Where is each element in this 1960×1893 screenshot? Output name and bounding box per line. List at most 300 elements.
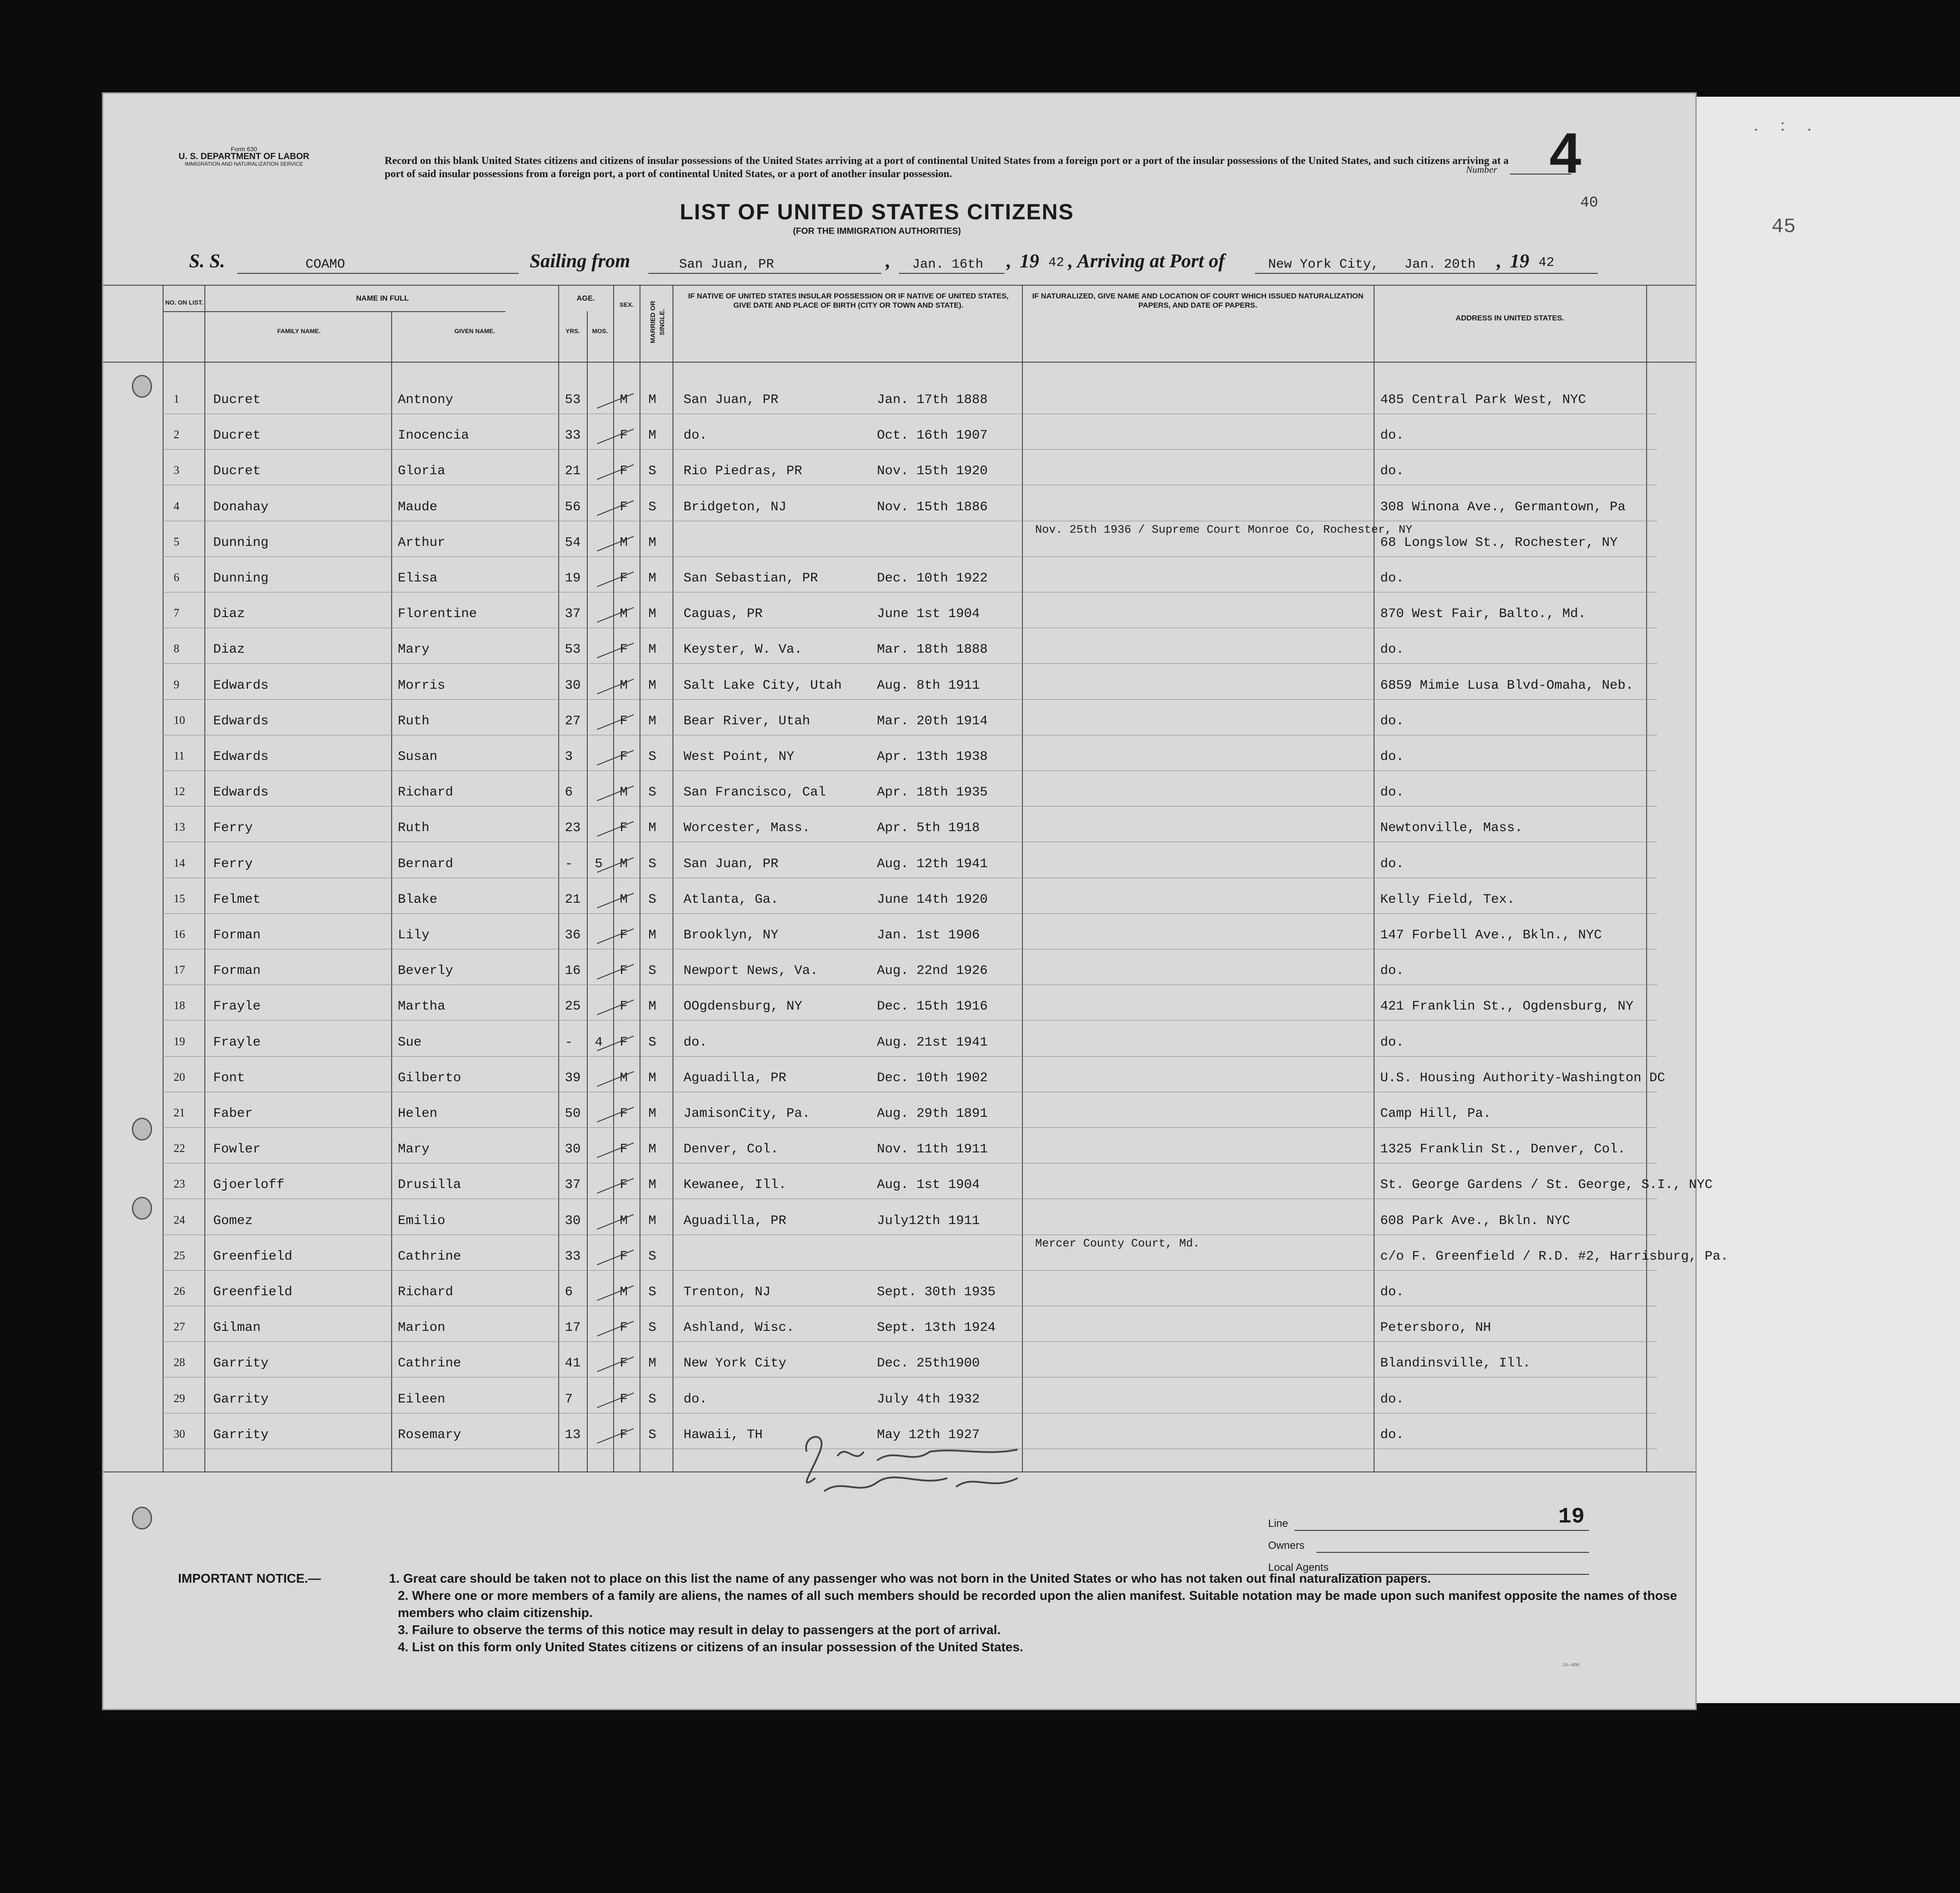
marital-status: S <box>648 464 657 479</box>
given-name: Martha <box>398 999 446 1014</box>
row-number: 15 <box>174 892 185 905</box>
tick-mark <box>597 679 634 694</box>
birth-date: Apr. 18th 1935 <box>877 785 988 800</box>
tick-mark <box>597 536 634 552</box>
tick-mark <box>597 500 634 516</box>
family-name: Dunning <box>213 535 269 550</box>
marital-status: M <box>648 1177 657 1193</box>
sex: F <box>620 1392 628 1407</box>
row-number: 7 <box>174 607 179 620</box>
sex: M <box>620 535 628 550</box>
birth-place: Worcester, Mass. <box>684 821 811 836</box>
sex: F <box>620 1320 628 1336</box>
tick-mark <box>597 1142 634 1158</box>
age-years: 30 <box>565 1213 581 1228</box>
family-name: Faber <box>213 1106 253 1121</box>
given-name: Antnony <box>398 392 454 407</box>
naturalization-info: Mercer County Court, Md. <box>1035 1236 1200 1250</box>
address: do. <box>1380 1392 1404 1407</box>
row-number: 9 <box>174 678 179 691</box>
notice-lead: IMPORTANT NOTICE.— <box>178 1572 321 1586</box>
age-months: 4 <box>595 1035 603 1050</box>
header-mos: MOS. <box>592 327 608 334</box>
given-name: Maude <box>398 499 438 515</box>
age-years: 53 <box>565 392 581 407</box>
header-yrs: YRS. <box>565 327 580 334</box>
sheet-number: 4 <box>1549 121 1582 185</box>
family-name: Frayle <box>213 1035 261 1050</box>
family-name: Edwards <box>213 785 269 800</box>
tick-mark <box>597 1428 634 1444</box>
family-name: Ducret <box>213 464 261 479</box>
birth-date: Oct. 16th 1907 <box>877 428 988 443</box>
marital-status: S <box>648 1249 657 1264</box>
family-name: Edwards <box>213 713 269 729</box>
given-name: Richard <box>398 785 454 800</box>
address: do. <box>1380 749 1404 764</box>
sex: F <box>620 1035 628 1050</box>
marital-status: S <box>648 1035 657 1050</box>
family-name: Frayle <box>213 999 261 1014</box>
row-number: 12 <box>174 785 185 798</box>
notice-2: 2. Where one or more members of a family are aliens, the names of all such members should be recorded upon the alien manifest. Suitable notation may be made upon such manifest opposite the names of those members who claim citizenship. <box>398 1589 1677 1620</box>
sex: F <box>620 1177 628 1193</box>
marital-status: M <box>648 428 657 443</box>
given-name: Ruth <box>398 821 430 836</box>
year-prefix: 19 <box>1020 250 1039 272</box>
row-number: 13 <box>174 821 185 834</box>
print-code: 14—606 <box>1563 1663 1579 1668</box>
birth-place: San Juan, PR <box>684 392 779 407</box>
table-row <box>163 556 1657 557</box>
given-name: Emilio <box>398 1213 446 1228</box>
header-address: ADDRESS IN UNITED STATES. <box>1455 314 1564 322</box>
sex: F <box>620 1427 628 1442</box>
marital-status: S <box>648 963 657 979</box>
header-married: MARRIED OR SINGLE. <box>649 301 666 344</box>
birth-date: May 12th 1927 <box>877 1427 980 1442</box>
family-name: Gomez <box>213 1213 253 1228</box>
sex: M <box>620 1070 628 1086</box>
marital-status: M <box>648 678 657 693</box>
address: Blandinsville, Ill. <box>1380 1356 1531 1371</box>
birth-place: Keyster, W. Va. <box>684 642 803 658</box>
marital-status: M <box>648 821 657 836</box>
birth-date: June 1st 1904 <box>877 607 980 622</box>
row-number: 14 <box>174 856 185 869</box>
manifest-page: Form 630 U. S. DEPARTMENT OF LABOR IMMIGRATION AND NATURALIZATION SERVICE Record on this blank United States citizens and citizens of insular possessions of the United States arriving at a port of continental United States from a foreign port or a port of the insular possessions of the United States, and such citizens arriving at a port of said insular possessions from a foreign port, a port of continental United States, or a port of another insular possession. Number 4 40 LIST OF UNITED STATES CITIZENS (FOR THE IMMIGRATION AUTHORITIES) S. S. COAMO Sailing from San Juan, PR , Jan. 16th , 19 42 , Arriving at Port of New York City, Jan. 20th , 19 42 NO. ON LIST. NAME IN FULL FAMILY NAME. GIVEN NAME. AGE. YRS. MOS. SEX. MARRIED OR SINGLE. IF NATIVE OF UNITED STATES INSULAR POSSESSION OR IF NATIVE OF UNITED STATES, GIVE DATE AND PLACE OF BIRTH (CITY OR TOWN AND STATE). IF NATURALIZED, GIVE NAME AND LOCATION OF COURT WHICH ISSUED NATURALIZATION PAPERS, AND DATE OF PAPERS. ADDRESS IN UNITED STATES. 1 Ducret Antnony 53 M M San Juan, PR Jan. 17th 1888 485 Central Park West, NYC 2 Ducret Inocencia 33 F M do. Oct. 16th 1907 do. 3 Ducret Gloria 21 F S Rio Piedras, PR Nov. 15th 1920 do. 4 Donahay Maude 56 F S Bridgeton, NJ Nov. 15th 1886 308 Winona Ave., Germantown, Pa 5 Dunning Arthur 54 M M 68 Longslow St., Rochester, NY Nov. 25th 1936 / Supreme Court Monroe Co, Rochester, NY 6 Dunning Elisa 19 F M San Sebastian, PR Dec. 10th 1922 do. 7 Diaz Florentine 37 M M Caguas, PR June 1st 1904 870 West Fair, Balto., Md. 8 Diaz Mary 53 F M Keyster, W. Va. Mar. 18th 1888 do. 9 Edwards Morris 30 M M Salt Lake City, Utah Aug. 8th 1911 6859 Mimie Lusa Blvd-Omaha, Neb. 10 Edwards Ruth 27 F M Bear River, Utah Mar. 20th 1914 do. 11 Edwards Susan 3 F S West Point, NY Apr. 13th 1938 do. 12 Edwards Richard 6 M S San Francisco, Cal Apr. 18th 1935 do. 13 Ferry Ruth 23 F M Worcester, Mass. Apr. 5th 1918 Newtonville, Mass. 14 Ferry Bernard - 5 M S San Juan, PR Aug. 12th 1941 do. 15 Felmet Blake 21 M S Atlanta, Ga. June 14th 1920 Kelly Field, Tex. 16 Forman Lily 36 F M Brooklyn, NY Jan. 1st 1906 147 Forbell Ave., Bkln., NYC 17 Forman Beverly 16 F S Newport News, Va. Aug. 22nd 1926 do. 18 Frayle Martha 25 F M OOgdensburg, NY Dec. 15th 1916 421 Franklin St., Ogdensburg, NY 19 Frayle Sue - 4 F S do. Aug. 21st 1941 do. 20 Font Gilberto 39 M M Aguadilla, PR Dec. 10th 1902 U.S. Housing Authority-Washington DC 21 Faber Helen 50 F M JamisonCity, Pa. Aug. 29th 1891 Camp Hill, Pa. 22 Fowler Mary 30 F M Denver, Col. Nov. 11th 1911 1325 Franklin St., Denver, Col. 23 Gjoerloff Drusilla 37 F M Kewanee, Ill. Aug. 1st 1904 St. George Gardens / St. George, S.I., NYC 24 Gomez Emilio 30 M M Aguadilla, PR July12th 1911 608 Park Ave., Bkln. NYC 25 Greenfield Cathrine 33 F S c/o F. Greenfield / R.D. #2, Harrisburg, Pa. Mercer County Court, Md. 26 Greenfield Richard 6 M S Trenton, NJ Sept. 30th 1935 do. 27 Gilman Marion 17 F S Ashland, Wisc. Sept. 13th 1924 Petersboro, NH 28 Garrity Cathrine 41 F M New York City Dec. 25th1900 Blandinsville, Ill. 29 Garrity Eileen 7 F S do. July 4th 1932 do. 30 Garrity Rosemary 13 F S Hawaii, TH May 12th 1927 do. 19 Line Owners Local Agents IMPORTANT NOTICE.— 1. Great care should be taken not to place on this list the name of any passenger who was not born in the United States or who has not taken out final naturalization papers. 2. Where one or more members of a family are aliens, the names of all such members should be recorded upon the alien manifest. Suitable notation may be made upon such manifest opposite the names of those members who claim citizenship. 3. Failure to observe the terms of this notice may result in delay to passengers at the port of arrival. 4. List on this form only United States citizens or citizens of an insular possession of the United States. 14—606 <box>102 92 1697 1710</box>
marital-status: S <box>648 785 657 800</box>
address: 870 West Fair, Balto., Md. <box>1380 607 1586 622</box>
birth-place: do. <box>684 1035 708 1050</box>
age-years: 30 <box>565 678 581 693</box>
age-years: - <box>565 856 573 872</box>
header-birth: IF NATIVE OF UNITED STATES INSULAR POSSESSION OR IF NATIVE OF UNITED STATES, GIVE DATE AND PLACE OF BIRTH (CITY OR TOWN AND STATE). <box>688 292 1009 309</box>
birth-date: June 14th 1920 <box>877 892 988 907</box>
marital-status: S <box>648 1320 657 1336</box>
age-years: 54 <box>565 535 581 550</box>
family-name: Ferry <box>213 821 253 836</box>
family-name: Diaz <box>213 607 245 622</box>
marital-status: M <box>648 1356 657 1371</box>
tick-mark <box>597 964 634 980</box>
family-name: Edwards <box>213 678 269 693</box>
age-years: 27 <box>565 713 581 729</box>
birth-date: Mar. 18th 1888 <box>877 642 988 658</box>
family-name: Dunning <box>213 571 269 586</box>
row-number: 29 <box>174 1392 185 1405</box>
row-number: 4 <box>174 499 179 512</box>
birth-place: New York City <box>684 1356 787 1371</box>
marital-status: S <box>648 749 657 764</box>
tick-mark <box>597 714 634 730</box>
age-years: 30 <box>565 1142 581 1157</box>
tick-mark <box>597 607 634 623</box>
address: 6859 Mimie Lusa Blvd-Omaha, Neb. <box>1380 678 1634 693</box>
age-years: 33 <box>565 428 581 443</box>
age-years: 13 <box>565 1427 581 1442</box>
given-name: Arthur <box>398 535 446 550</box>
row-number: 8 <box>174 642 179 655</box>
given-name: Lily <box>398 928 430 943</box>
tick-mark <box>597 1071 634 1087</box>
sex: F <box>620 428 628 443</box>
given-name: Mary <box>398 642 430 658</box>
sex: F <box>620 464 628 479</box>
from-underline <box>648 273 881 274</box>
birth-date: Jan. 17th 1888 <box>877 392 988 407</box>
family-name: Garrity <box>213 1356 269 1371</box>
table-row <box>163 663 1657 664</box>
row-number: 27 <box>174 1320 185 1333</box>
tick-mark <box>597 1000 634 1016</box>
sheet-subnumber: 40 <box>1580 195 1598 211</box>
birth-place: Salt Lake City, Utah <box>684 678 842 693</box>
address: 68 Longslow St., Rochester, NY <box>1380 535 1618 550</box>
sex: F <box>620 963 628 979</box>
row-number: 3 <box>174 464 179 477</box>
marital-status: M <box>648 999 657 1014</box>
birth-date: July12th 1911 <box>877 1213 980 1228</box>
signature <box>789 1425 1141 1509</box>
page-count: 19 <box>1558 1504 1585 1530</box>
age-years: - <box>565 1035 573 1050</box>
birth-place: Hawaii, TH <box>684 1427 763 1442</box>
tick-mark <box>597 1285 634 1301</box>
tick-mark <box>597 465 634 480</box>
sex: F <box>620 1249 628 1264</box>
tick-mark <box>597 1357 634 1373</box>
sex: F <box>620 928 628 943</box>
form-identifier <box>174 145 314 168</box>
address: do. <box>1380 1035 1404 1050</box>
table-row <box>163 1270 1657 1271</box>
year-prefix-2: 19 <box>1510 250 1529 272</box>
sex: F <box>620 713 628 729</box>
address: Newtonville, Mass. <box>1380 821 1523 836</box>
address: do. <box>1380 571 1404 586</box>
ss-label: S. S. <box>189 250 225 272</box>
birth-date: Aug. 22nd 1926 <box>877 963 988 979</box>
tick-mark <box>597 1178 634 1194</box>
tick-mark <box>597 393 634 409</box>
row-number: 2 <box>174 428 179 441</box>
marital-status: S <box>648 1285 657 1300</box>
family-name: Diaz <box>213 642 245 658</box>
given-name: Cathrine <box>398 1249 462 1264</box>
sex: F <box>620 1142 628 1157</box>
age-years: 25 <box>565 999 581 1014</box>
sailing-label: Sailing from <box>530 250 630 272</box>
birth-place: Rio Piedras, PR <box>684 464 803 479</box>
sex: F <box>620 642 628 658</box>
age-years: 56 <box>565 499 581 515</box>
tick-mark <box>597 821 634 837</box>
header-given: GIVEN NAME. <box>454 327 495 334</box>
important-notice <box>178 1570 1716 1656</box>
row-number: 25 <box>174 1249 185 1262</box>
adjacent-page <box>1657 97 1960 1703</box>
birth-place: San Juan, PR <box>684 856 779 872</box>
birth-place: Bear River, Utah <box>684 713 811 729</box>
age-years: 6 <box>565 785 573 800</box>
address: do. <box>1380 856 1404 872</box>
age-years: 53 <box>565 642 581 658</box>
age-years: 39 <box>565 1070 581 1086</box>
row-number: 5 <box>174 535 179 548</box>
notice-4: 4. List on this form only United States citizens or citizens of an insular possession of the United States. <box>398 1640 1023 1654</box>
birth-place: San Sebastian, PR <box>684 571 818 586</box>
family-name: Forman <box>213 963 261 979</box>
marital-status: M <box>648 571 657 586</box>
birth-date: Apr. 13th 1938 <box>877 749 988 764</box>
table-row <box>163 449 1657 450</box>
family-name: Font <box>213 1070 245 1086</box>
sex: M <box>620 892 628 907</box>
ship-underline <box>237 273 519 274</box>
owners-underline <box>1316 1552 1589 1553</box>
birth-place: West Point, NY <box>684 749 795 764</box>
given-name: Helen <box>398 1106 438 1121</box>
tick-mark <box>597 1392 634 1408</box>
address: do. <box>1380 713 1404 729</box>
age-years: 6 <box>565 1285 573 1300</box>
year-to: 42 <box>1538 255 1555 270</box>
birth-date: Aug. 1st 1904 <box>877 1177 980 1193</box>
date-from: Jan. 16th <box>912 257 984 272</box>
row-number: 17 <box>174 963 185 977</box>
notice-3: 3. Failure to observe the terms of this notice may result in delay to passengers at the port of arrival. <box>398 1623 1001 1637</box>
sex: M <box>620 678 628 693</box>
row-number: 6 <box>174 571 179 584</box>
age-years: 33 <box>565 1249 581 1264</box>
family-name: Ferry <box>213 856 253 872</box>
address: 485 Central Park West, NYC <box>1380 392 1586 407</box>
marital-status: S <box>648 499 657 515</box>
marital-status: M <box>648 1213 657 1228</box>
address: Petersboro, NH <box>1380 1320 1491 1336</box>
family-name: Fowler <box>213 1142 261 1157</box>
birth-date: Mar. 20th 1914 <box>877 713 988 729</box>
sex: M <box>620 856 628 872</box>
birth-place: do. <box>684 428 708 443</box>
birth-place: Aguadilla, PR <box>684 1070 787 1086</box>
page-title: LIST OF UNITED STATES CITIZENS <box>680 200 1074 224</box>
age-years: 41 <box>565 1356 581 1371</box>
table-row <box>163 806 1657 807</box>
family-name: Felmet <box>213 892 261 907</box>
family-name: Gilman <box>213 1320 261 1336</box>
table-row <box>163 1020 1657 1021</box>
header-sex: SEX. <box>619 301 634 308</box>
tick-mark <box>597 750 634 766</box>
age-years: 17 <box>565 1320 581 1336</box>
age-years: 21 <box>565 464 581 479</box>
age-years: 7 <box>565 1392 573 1407</box>
given-name: Gilberto <box>398 1070 462 1086</box>
birth-place: Ashland, Wisc. <box>684 1320 795 1336</box>
table-row <box>163 1056 1657 1057</box>
row-number: 28 <box>174 1356 185 1369</box>
to-underline <box>1255 273 1598 274</box>
side-marks: . : . <box>1754 115 1821 134</box>
address: 608 Park Ave., Bkln. NYC <box>1380 1213 1571 1228</box>
age-years: 50 <box>565 1106 581 1121</box>
number-label: Number <box>1466 164 1497 175</box>
sex: M <box>620 1285 628 1300</box>
birth-place: OOgdensburg, NY <box>684 999 803 1014</box>
marital-status: M <box>648 607 657 622</box>
sex: F <box>620 571 628 586</box>
form-number: Form 630 <box>231 145 257 153</box>
birth-place: Bridgeton, NJ <box>684 499 787 515</box>
header-naturalized: IF NATURALIZED, GIVE NAME AND LOCATION OF COURT WHICH ISSUED NATURALIZATION PAPERS, AND DATE OF PAPERS. <box>1032 292 1364 309</box>
given-name: Mary <box>398 1142 430 1157</box>
table-row <box>163 1341 1657 1342</box>
sex: F <box>620 821 628 836</box>
birth-date: Dec. 25th1900 <box>877 1356 980 1371</box>
birth-place: Trenton, NJ <box>684 1285 771 1300</box>
marital-status: M <box>648 928 657 943</box>
form-instructions: Record on this blank United States citizens and citizens of insular possessions of the United States arriving at a port of continental United States from a foreign port or a port of the insular possessions of the United States, and such citizens arriving at a port of said insular possessions from a foreign port, a port of continental United States, or a port of another insular possession. <box>385 155 1509 180</box>
age-years: 37 <box>565 1177 581 1193</box>
age-months: 5 <box>595 856 603 872</box>
birth-date: Aug. 8th 1911 <box>877 678 980 693</box>
family-name: Edwards <box>213 749 269 764</box>
family-name: Garrity <box>213 1427 269 1442</box>
marital-status: M <box>648 642 657 658</box>
marital-status: M <box>648 1070 657 1086</box>
address: Camp Hill, Pa. <box>1380 1106 1491 1121</box>
address: do. <box>1380 642 1404 658</box>
service: IMMIGRATION AND NATURALIZATION SERVICE <box>185 161 303 167</box>
address: St. George Gardens / St. George, S.I., NYC <box>1380 1177 1713 1193</box>
marital-status: M <box>648 392 657 407</box>
birth-place: JamisonCity, Pa. <box>684 1106 811 1121</box>
tick-mark <box>597 429 634 444</box>
row-number: 11 <box>174 749 185 762</box>
address: do. <box>1380 785 1404 800</box>
age-years: 23 <box>565 821 581 836</box>
family-name: Donahay <box>213 499 269 515</box>
marital-status: M <box>648 1106 657 1121</box>
address: U.S. Housing Authority-Washington DC <box>1380 1070 1665 1086</box>
tick-mark <box>597 785 634 801</box>
age-years: 36 <box>565 928 581 943</box>
punch-hole <box>132 1507 152 1530</box>
address: do. <box>1380 428 1404 443</box>
header-name: NAME IN FULL <box>356 294 409 302</box>
punch-hole <box>132 375 152 398</box>
table-row <box>163 699 1657 700</box>
birth-date: Aug. 21st 1941 <box>877 1035 988 1050</box>
sex: M <box>620 607 628 622</box>
row-number: 18 <box>174 999 185 1012</box>
birth-date: Nov. 11th 1911 <box>877 1142 988 1157</box>
address: do. <box>1380 963 1404 979</box>
birth-date: Dec. 10th 1902 <box>877 1070 988 1086</box>
marital-status: S <box>648 892 657 907</box>
birth-date: Dec. 10th 1922 <box>877 571 988 586</box>
family-name: Ducret <box>213 392 261 407</box>
birth-place: Caguas, PR <box>684 607 763 622</box>
row-number: 10 <box>174 713 185 727</box>
row-number: 23 <box>174 1177 185 1191</box>
age-years: 3 <box>565 749 573 764</box>
birth-date: Dec. 15th 1916 <box>877 999 988 1014</box>
sex: F <box>620 1356 628 1371</box>
address: 1325 Franklin St., Denver, Col. <box>1380 1142 1626 1157</box>
marital-status: M <box>648 1142 657 1157</box>
row-number: 24 <box>174 1213 185 1226</box>
birth-place: do. <box>684 1392 708 1407</box>
given-name: Eileen <box>398 1392 446 1407</box>
age-years: 37 <box>565 607 581 622</box>
given-name: Morris <box>398 678 446 693</box>
tick-mark <box>597 1107 634 1123</box>
given-name: Rosemary <box>398 1427 462 1442</box>
date-to: Jan. 20th <box>1404 257 1476 272</box>
naturalization-info: Nov. 25th 1936 / Supreme Court Monroe Co, Rochester, NY <box>1035 523 1413 536</box>
birth-place: Brooklyn, NY <box>684 928 779 943</box>
sex: M <box>620 392 628 407</box>
birth-date: July 4th 1932 <box>877 1392 980 1407</box>
given-name: Cathrine <box>398 1356 462 1371</box>
address: 308 Winona Ave., Germantown, Pa <box>1380 499 1626 515</box>
given-name: Ruth <box>398 713 430 729</box>
header-family: FAMILY NAME. <box>277 327 321 334</box>
marital-status: S <box>648 1392 657 1407</box>
address: 421 Franklin St., Ogdensburg, NY <box>1380 999 1634 1014</box>
given-name: Marion <box>398 1320 446 1336</box>
department: U. S. DEPARTMENT OF LABOR <box>178 152 309 161</box>
port-to: New York City, <box>1268 257 1379 272</box>
line-underline <box>1295 1530 1589 1531</box>
birth-date: Aug. 29th 1891 <box>877 1106 988 1121</box>
row-number: 16 <box>174 928 185 941</box>
given-name: Susan <box>398 749 438 764</box>
family-name: Forman <box>213 928 261 943</box>
sex: F <box>620 1106 628 1121</box>
tick-mark <box>597 928 634 944</box>
birth-date: Jan. 1st 1906 <box>877 928 980 943</box>
marital-status: M <box>648 535 657 550</box>
tick-mark <box>597 1321 634 1337</box>
address: do. <box>1380 1285 1404 1300</box>
birth-place: Kewanee, Ill. <box>684 1177 787 1193</box>
address: Kelly Field, Tex. <box>1380 892 1515 907</box>
row-number: 30 <box>174 1427 185 1440</box>
